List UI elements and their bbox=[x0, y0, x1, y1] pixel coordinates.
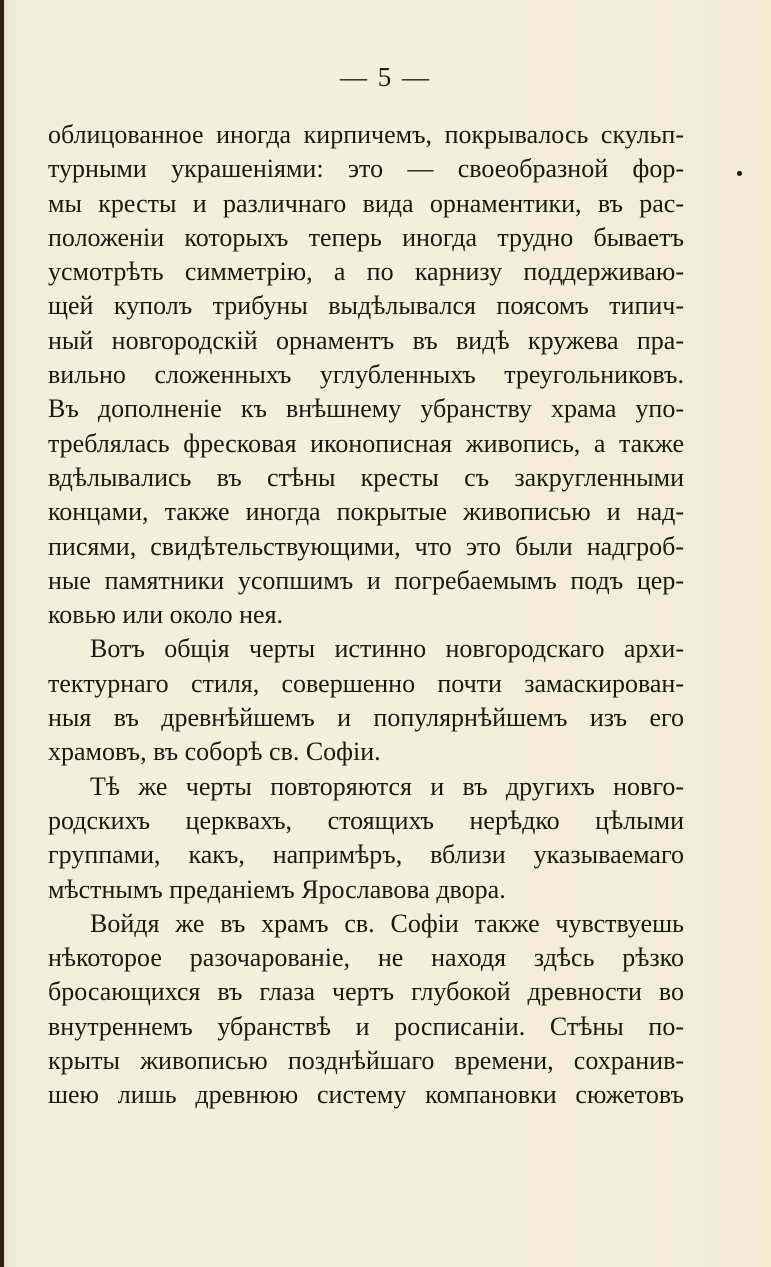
text-line: внутреннемъ убранствѣ и росписаніи. Стѣны по- bbox=[48, 1011, 684, 1041]
text-line: ные памятники усопшимъ и погребаемымъ подъ цер- bbox=[48, 565, 684, 595]
text-line: мы кресты и различнаго вида орнаментики, въ рас- bbox=[48, 188, 684, 218]
text-line: ковью или около нея. bbox=[48, 600, 284, 630]
text-line: ный новгородскій орнаментъ въ видѣ кружева пра- bbox=[48, 325, 684, 355]
text-line: концами, также иногда покрытые живописью и над- bbox=[48, 497, 684, 527]
text-line: вильно сложенныхъ углубленныхъ треугольниковъ. bbox=[48, 360, 684, 390]
text-line: Въ дополненіе къ внѣшнему убранству храма упо- bbox=[48, 394, 684, 424]
text-line: нѣкоторое разочарованіе, не находя здѣсь рѣзко bbox=[48, 943, 684, 973]
text-line: ныя въ древнѣйшемъ и популярнѣйшемъ изъ его bbox=[48, 703, 684, 733]
text-line: Вотъ общія черты истинно новгородскаго архи- bbox=[90, 634, 684, 664]
text-line: тектурнаго стиля, совершенно почти замаскирован- bbox=[48, 668, 684, 698]
text-line: Войдя же въ храмъ св. Софіи также чувствуешь bbox=[90, 908, 684, 938]
text-line: шею лишь древнюю систему компановки сюжетовъ bbox=[48, 1080, 684, 1110]
text-line: облицованное иногда кирпичемъ, покрывалось скульп- bbox=[48, 120, 684, 149]
text-line: родскихъ церквахъ, стоящихъ нерѣдко цѣлыми bbox=[48, 805, 684, 835]
text-line: щей куполъ трибуны выдѣлывался поясомъ типич- bbox=[48, 291, 684, 321]
page-binding-edge bbox=[0, 0, 4, 1267]
text-line: положеніи которыхъ теперь иногда трудно бываетъ bbox=[48, 222, 684, 252]
text-line: Тѣ же черты повторяются и въ другихъ новго- bbox=[90, 771, 684, 801]
text-line: крыты живописью позднѣйшаго времени, сохранив- bbox=[48, 1046, 684, 1076]
body-text bbox=[48, 118, 684, 1113]
text-line: вдѣлывались въ стѣны кресты съ закругленными bbox=[48, 462, 684, 492]
ink-speck bbox=[737, 171, 742, 176]
page-number: — 5 — bbox=[340, 62, 431, 92]
text-line: турными украшеніями: это — своеобразной фор- bbox=[48, 154, 684, 184]
text-line: писями, свидѣтельствующими, что это были надгроб- bbox=[48, 531, 684, 561]
text-line: храмовъ, въ соборѣ св. Софіи. bbox=[48, 737, 381, 767]
text-line: усмотрѣть симметрію, а по карнизу поддерживаю- bbox=[48, 257, 684, 287]
text-line: группами, какъ, напримѣръ, вблизи указываемаго bbox=[48, 840, 684, 870]
text-line: треблялась фресковая иконописная живопись, а также bbox=[48, 428, 684, 458]
text-line: бросающихся въ глаза чертъ глубокой древности во bbox=[48, 977, 684, 1007]
text-line: мѣстнымъ преданіемъ Ярославова двора. bbox=[48, 874, 506, 904]
